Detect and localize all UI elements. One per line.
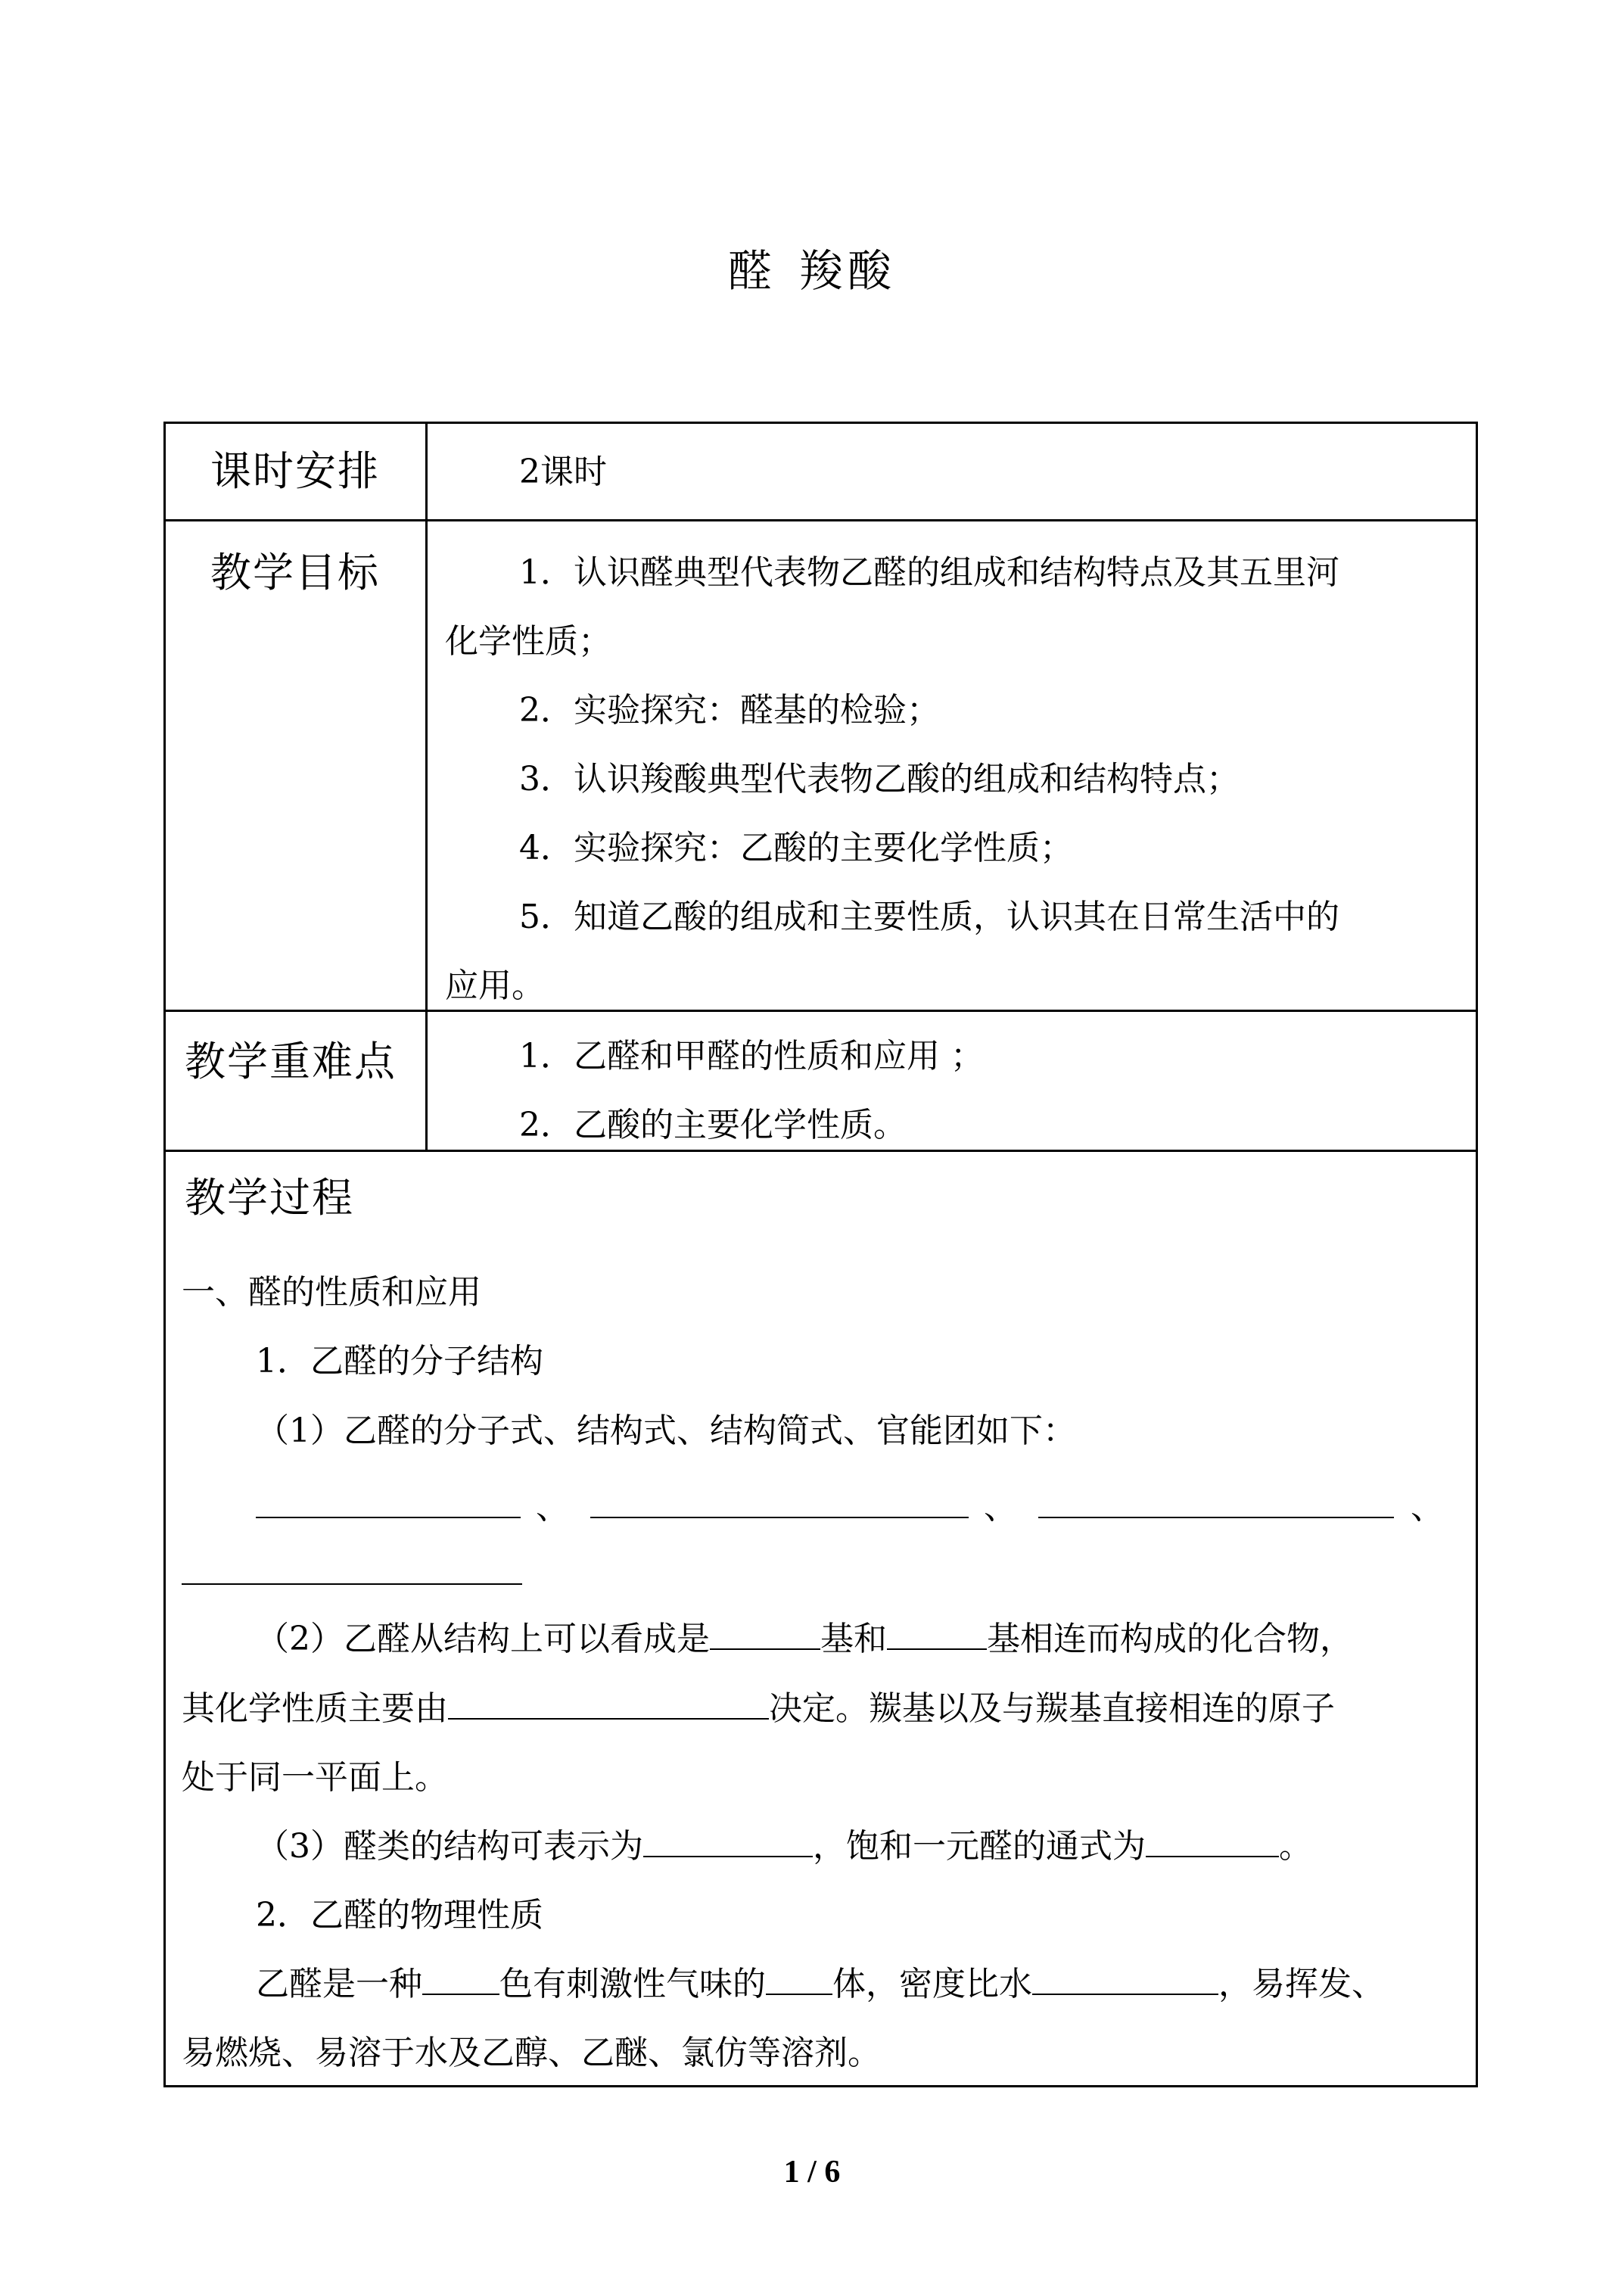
- schedule-label: 课时安排: [210, 447, 380, 495]
- fill-blank[interactable]: [448, 1691, 769, 1720]
- process-line: （3）醛类的结构可表示为 ，饱和一元醛的通式为 。: [256, 1827, 1312, 1866]
- fill-blank[interactable]: [643, 1829, 813, 1857]
- objective-line: 1．认识醛典型代表物乙醛的组成和结构特点及其五里河: [519, 553, 1339, 592]
- fill-blank[interactable]: [766, 1966, 832, 1995]
- subsection-heading: 1．乙醛的分子结构: [256, 1342, 543, 1380]
- process-line: 其化学性质主要由 决定。羰基以及与羰基直接相连的原子: [182, 1689, 1335, 1728]
- fill-blank[interactable]: [182, 1556, 522, 1585]
- key-point-line: 2．乙酸的主要化学性质。: [519, 1106, 907, 1144]
- table-row-divider: [163, 1010, 1478, 1012]
- fill-blank[interactable]: [256, 1489, 521, 1518]
- schedule-value: 2课时: [519, 453, 607, 491]
- page-title: 醛 羧酸: [727, 245, 897, 297]
- fill-blank[interactable]: [1146, 1829, 1279, 1857]
- objective-line: 化学性质；: [445, 622, 611, 661]
- page-number: 1 / 6: [783, 2155, 841, 2190]
- objective-line: 3．认识羧酸典型代表物乙酸的组成和结构特点；: [519, 760, 1240, 798]
- process-line: （2）乙醛从结构上可以看成是 基和 基相连而构成的化合物，: [256, 1620, 1353, 1658]
- fill-blank[interactable]: [1032, 1966, 1218, 1995]
- fill-blank[interactable]: [590, 1489, 969, 1518]
- process-line: （1）乙醛的分子式、结构式、结构简式、官能团如下：: [256, 1412, 1076, 1450]
- subsection-heading: 2．乙醛的物理性质: [256, 1896, 543, 1934]
- objective-line: 应用。: [445, 966, 545, 1005]
- fill-blank-row: 、 、 、: [256, 1485, 1444, 1530]
- table-row-divider: [163, 1150, 1478, 1152]
- objective-line: 4．实验探究：乙酸的主要化学性质；: [519, 829, 1073, 867]
- table-column-divider: [425, 422, 428, 1152]
- section-heading: 一、醛的性质和应用: [182, 1273, 481, 1312]
- objectives-label: 教学目标: [210, 549, 380, 596]
- process-label: 教学过程: [185, 1174, 354, 1222]
- key-points-label: 教学重难点: [185, 1038, 397, 1085]
- fill-blank[interactable]: [1038, 1489, 1394, 1518]
- fill-blank[interactable]: [710, 1621, 820, 1650]
- fill-blank-row: [182, 1552, 522, 1597]
- fill-blank[interactable]: [422, 1966, 499, 1995]
- fill-blank[interactable]: [887, 1621, 987, 1650]
- key-point-line: 1．乙醛和甲醛的性质和应用 ；: [519, 1037, 984, 1075]
- objective-line: 2．实验探究：醛基的检验；: [519, 691, 940, 730]
- table-row-divider: [163, 519, 1478, 521]
- process-line: 乙醛是一种 色有刺激性气味的 体，密度比水 ，易挥发、: [256, 1965, 1385, 2003]
- objective-line: 5．知道乙酸的组成和主要性质，认识其在日常生活中的: [519, 898, 1339, 936]
- process-line: 易燃烧、易溶于水及乙醇、乙醚、氯仿等溶剂。: [182, 2034, 881, 2072]
- process-line: 处于同一平面上。: [182, 1758, 448, 1797]
